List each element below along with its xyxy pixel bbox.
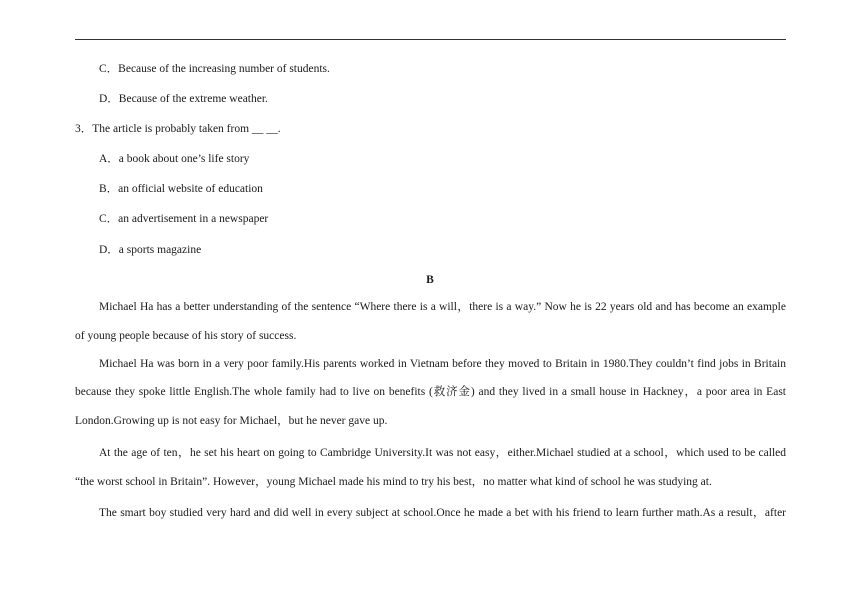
paragraph-1-cont: [75, 329, 786, 343]
paragraph-2-end: [75, 414, 786, 428]
paragraph-3: [75, 446, 786, 460]
header-rule: [75, 39, 786, 40]
paragraph-1: [75, 300, 786, 314]
paragraph-line: Michael Ha has a better understanding of the sentence “Where there is a will，there is a way.” Now he is 22 years old and has become an example: [99, 301, 786, 313]
paragraph-line: The smart boy studied very hard and did well in every subject at school.Once he made a bet with his friend to learn further math.As a result，after: [99, 507, 786, 519]
q3-option-a: A．a book about one’s life story: [99, 153, 250, 165]
paragraph-line: of young people because of his story of success.: [75, 330, 297, 342]
paragraph-3-cont: [75, 475, 786, 489]
paragraph-line: because they spoke little English.The whole family had to live on benefits (救济金) and they lived in a small house in Hackney，a poor area in East: [75, 386, 786, 398]
q3-option-b: B．an official website of education: [99, 183, 263, 195]
q2-option-c: C．Because of the increasing number of students.: [99, 63, 330, 75]
paragraph-line: London.Growing up is not easy for Michael，but he never gave up.: [75, 415, 388, 427]
q3-stem: 3．The article is probably taken from __ __.: [75, 123, 281, 135]
paragraph-line: At the age of ten，he set his heart on going to Cambridge University.It was not easy，either.Michael studied at a school，which used to be called: [99, 447, 786, 459]
q3-option-d: D．a sports magazine: [99, 244, 202, 256]
q2-option-d: D．Because of the extreme weather.: [99, 93, 268, 105]
paragraph-2: [75, 357, 786, 371]
paragraph-line: “the worst school in Britain”. However，young Michael made his mind to try his best，no matter what kind of school he was studying at.: [75, 476, 712, 488]
paragraph-line: Michael Ha was born in a very poor family.His parents worked in Vietnam before they moved to Britain in 1980.They couldn’t find jobs in Britain: [99, 358, 786, 370]
paragraph-2-cont: [75, 385, 786, 399]
q3-option-c: C．an advertisement in a newspaper: [99, 213, 269, 225]
paragraph-4: [75, 506, 786, 520]
section-label: B: [426, 274, 434, 286]
